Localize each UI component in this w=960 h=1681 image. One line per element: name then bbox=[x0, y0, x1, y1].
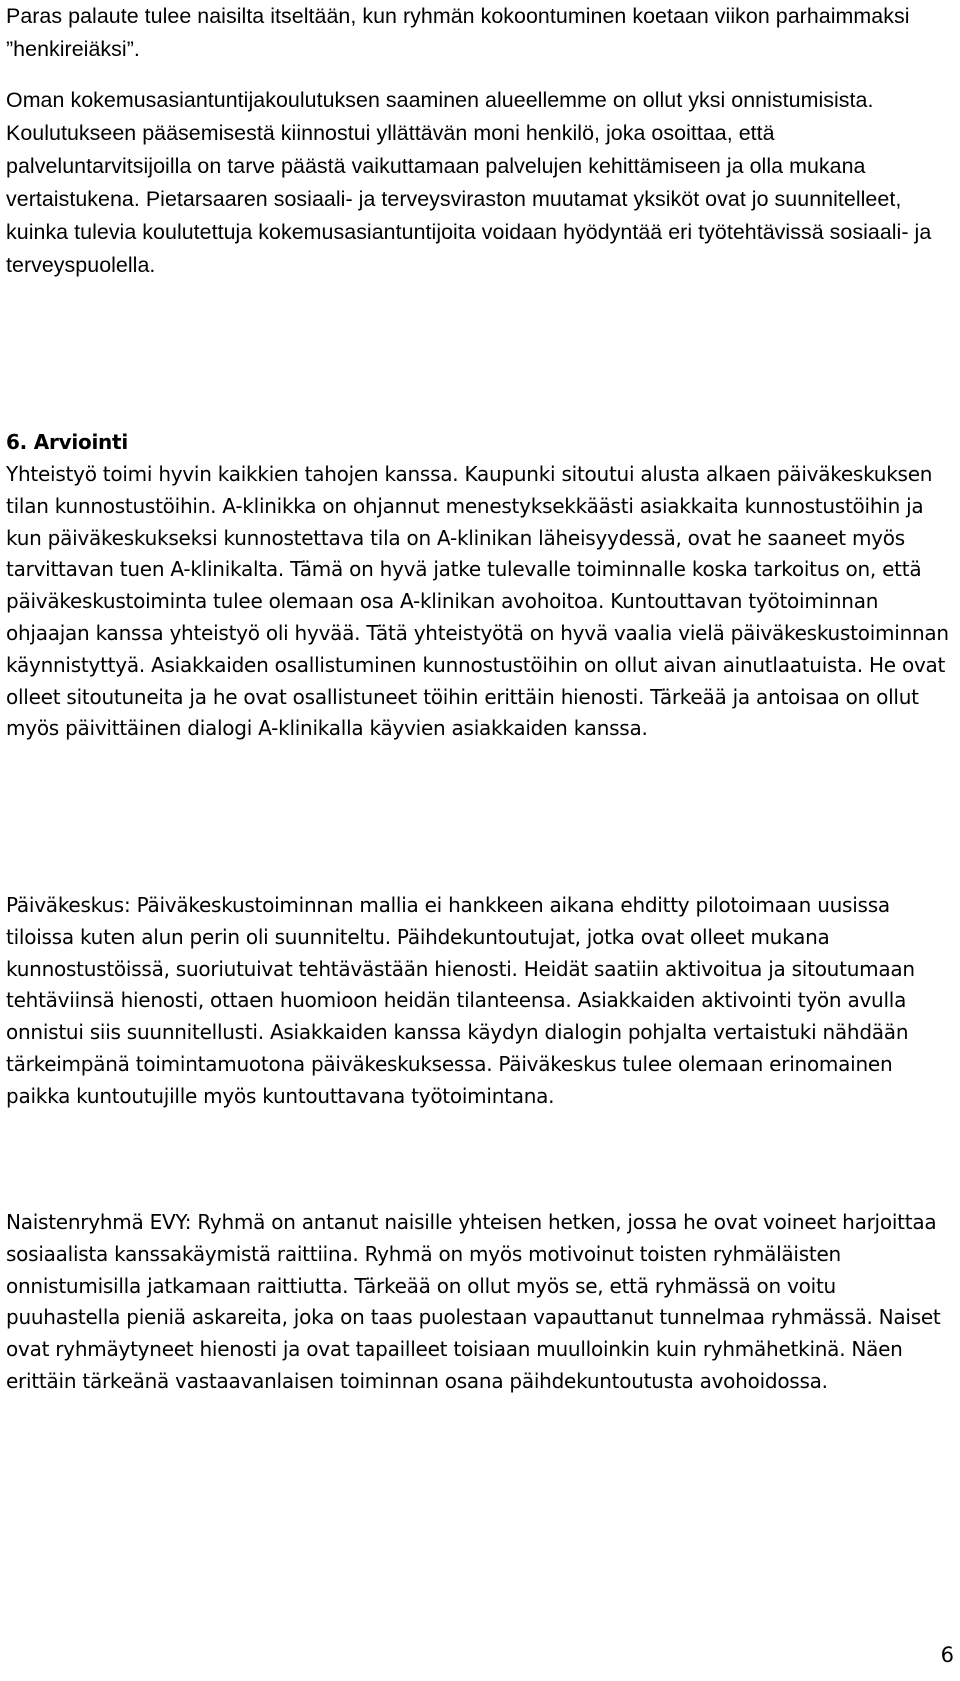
section-heading: 6. Arviointi bbox=[6, 430, 128, 454]
paragraph-text: Oman kokemusasiantuntijakoulutuksen saaminen alueellemme on ollut yksi onnistumisista. Koulutukseen pääsemisestä kiinnostui yllättävän moni henkilö, joka osoittaa, että palveluntarvitsijoilla on tarve päästä vaikuttamaan palvelujen kehittämiseen ja olla mukana vertaistukena. Pietarsaaren sosiaali- ja terveysviraston muutamat yksiköt ovat jo suunnitelleet, kuinka tulevia koulutettuja kokemusasiantuntijoita voidaan hyödyntää eri työtehtävissä sosiaali- ja terveyspuolella. bbox=[6, 88, 932, 277]
paragraph-text: Paras palaute tulee naisilta itseltään, kun ryhmän kokoontuminen koetaan viikon parhaimmaksi ”henkireiäksi”. bbox=[6, 4, 910, 61]
page-number: 6 bbox=[940, 1643, 954, 1667]
paragraph-text: Päiväkeskus: Päiväkeskustoiminnan mallia ei hankkeen aikana ehditty pilotoimaan uusissa tiloissa kuten alun perin oli suunniteltu. Päihdekuntoutujat, jotka ovat olleet mukana kunnostustöissä, suoriutuivat tehtävästään hienosti. Heidät saatiin aktivoitua ja sitoutumaan tehtäviinsä hienosti, ottaen huomioon heidän tilanteensa. Asiakkaiden aktivointi työn avulla onnistui siis suunnitellusti. Asiakkaiden kanssa käydyn dialogin pohjalta vertaistuki nähdään tärkeimpänä toimintamuotona päiväkeskuksessa. Päiväkeskus tulee olemaan erinomainen paikka kuntoutujille myös kuntouttavana työtoimintana. bbox=[6, 893, 915, 1108]
paragraph-day-center bbox=[6, 890, 954, 1113]
paragraph-text: Yhteistyö toimi hyvin kaikkien tahojen kanssa. Kaupunki sitoutui alusta alkaen päiväkeskuksen tilan kunnostustöihin. A-klinikka on ohjannut menestyksekkäästi asiakkaita kunnostustöihin ja kun päiväkeskukseksi kunnostettava tila on A-klinikan läheisyydessä, ovat he saaneet myös tarvittavan tuen A-klinikalta. Tämä on hyvä jatke tulevalle toiminnalle koska tarkoitus on, että päiväkeskustoiminta tulee olemaan osa A-klinikan avohoitoa. Kuntouttavan työtoiminnan ohjaajan kanssa yhteistyö oli hyvää. Tätä yhteistyötä on hyvä vaalia vielä päiväkeskustoiminnan käynnistyttyä. Asiakkaiden osallistuminen kunnostustöihin on ollut aivan ainutlaatuista. He ovat olleet sitoutuneita ja he ovat osallistuneet töihin erittäin hienosti. Tärkeää ja antoisaa on ollut myös päivittäinen dialogi A-klinikalla käyvien asiakkaiden kanssa. bbox=[6, 462, 949, 741]
paragraph-cooperation bbox=[6, 459, 954, 745]
paragraph-feedback bbox=[6, 0, 954, 66]
paragraph-womens-group bbox=[6, 1207, 954, 1398]
paragraph-text: Naistenryhmä EVY: Ryhmä on antanut naisille yhteisen hetken, jossa he ovat voineet harjoittaa sosiaalista kanssakäymistä raittiina. Ryhmä on myös motivoinut toisten ryhmäläisten onnistumisilla jatkamaan raittiutta. Tärkeää on ollut myös se, että ryhmässä on voitu puuhastella pieniä askareita, joka on taas puolestaan vapauttanut tunnelmaa ryhmässä. Naiset ovat ryhmäytyneet hienosti ja ovat tapailleet toisiaan muulloinkin kuin ryhmähetkinä. Näen erittäin tärkeänä vastaavanlaisen toiminnan osana päihdekuntoutusta avohoidossa. bbox=[6, 1210, 941, 1393]
paragraph-expert-training bbox=[6, 84, 954, 282]
